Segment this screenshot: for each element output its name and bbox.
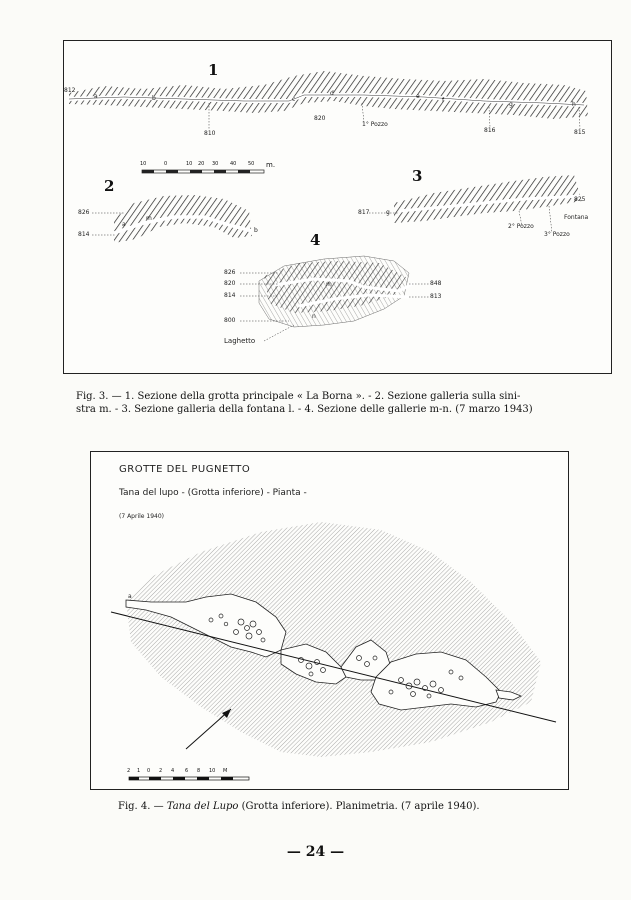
s4-label-813: 813 [430,293,442,300]
s3-label-pozzo2: 2° Pozzo [508,223,534,230]
s2-label-a: a [122,221,126,228]
cave-sections-drawing [64,41,611,373]
plan-scale-tick: 6 [185,768,189,774]
s1-label-c: c [292,96,296,103]
scale-tick: 10 [140,161,147,167]
s1-label-816: 816 [484,127,496,134]
s4-label-m: m [326,281,332,288]
rock-hatching [126,522,541,757]
s3-label-825: 825 [574,196,586,203]
s1-label-d: d [330,90,334,97]
s3-label-fontana: Fontana [564,214,589,221]
s1-label-812: 812 [64,87,76,94]
plan-scale-tick: 0 [147,768,151,774]
caption-3-line-1: Fig. 3. — 1. Sezione della grotta principale « La Borna ». - 2. Sezione galleria sulla sini- [76,391,521,402]
s4-label-848: 848 [430,280,442,287]
s1-label-g: g [509,101,513,108]
s4-label-laghetto: Laghetto [224,337,256,345]
figure-3-caption [76,390,533,416]
caption-4-prefix: Fig. 4. — [118,801,164,812]
scale-tick: 0 [164,161,168,167]
plan-scale-tick: 2 [127,768,131,774]
section-number-4: 4 [310,231,321,249]
plan-scale-tick: 4 [171,768,175,774]
s1-label-h: h [572,101,576,108]
section-number-1: 1 [208,61,219,79]
s1-label-b: b [152,95,156,102]
caption-3-line-2: stra m. - 3. Sezione galleria della fontana l. - 4. Sezione delle gallerie m-n. (7 marzo 1943) [76,404,533,415]
figure-3-cave-sections [63,40,612,374]
s1-label-pozzo1: 1° Pozzo [362,121,388,128]
s3-label-817: 817 [358,209,370,216]
plan-scale-tick: M [223,768,228,774]
page-number: — 24 — [286,844,345,860]
plan-scale-tick: 2 [159,768,163,774]
scale-tick: 50 [248,161,255,167]
scale-tick: 30 [212,161,219,167]
scale-unit: m. [266,161,276,169]
s4-label-826: 826 [224,269,236,276]
plan-scale-tick: 8 [197,768,201,774]
section-2-profile [92,195,252,243]
figure-4-cave-plan [90,451,569,790]
s1-label-820: 820 [314,115,326,122]
s3-label-g: g [386,209,390,216]
s1-label-a: a [94,93,98,100]
plan-scale-bar [129,777,249,780]
s2-label-826: 826 [78,209,90,216]
scale-tick: 10 [186,161,193,167]
s1-label-815: 815 [574,129,586,136]
s4-label-800: 800 [224,317,236,324]
s2-label-b: b [254,227,258,234]
scale-tick: 20 [198,161,205,167]
plan-scale-tick: 1 [137,768,141,774]
plan-title: GROTTE DEL PUGNETTO [119,464,251,475]
s4-label-n: n [312,313,316,320]
section-number-2: 2 [104,177,115,195]
s1-label-f: f [442,97,445,104]
section-1-profile [69,71,588,129]
section-3-profile [369,175,582,233]
scale-bar [142,170,264,173]
s4-label-814: 814 [224,292,236,299]
cave-plan-drawing [91,452,568,789]
s2-label-m: m [146,215,152,222]
section-number-3: 3 [412,167,423,185]
s3-label-pozzo3: 3° Pozzo [544,231,570,238]
plan-scale-tick: 10 [209,768,216,774]
entrance-label: a [128,593,132,600]
plan-date: (7 Aprile 1940) [119,513,164,520]
s1-label-810: 810 [204,130,216,137]
section-4-profile [240,256,429,341]
s1-label-e: e [416,93,420,100]
caption-4-rest: (Grotta inferiore). Planimetria. (7 aprile 1940). [241,801,480,812]
s2-label-814: 814 [78,231,90,238]
scale-tick: 40 [230,161,237,167]
figure-4-caption [118,800,480,813]
caption-4-name: Tana del Lupo [166,801,239,812]
north-arrow-icon [186,709,231,749]
plan-subtitle: Tana del lupo - (Grotta inferiore) - Pianta - [119,488,307,498]
s4-label-820: 820 [224,280,236,287]
